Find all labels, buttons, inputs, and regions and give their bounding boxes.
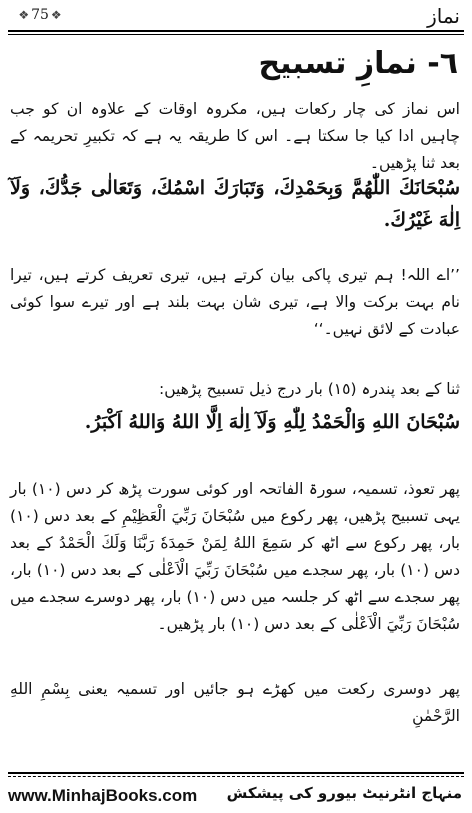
paragraph-second-rakat: پھر دوسری رکعت میں کھڑے ہو جائیں اور تسمیہ یعنی بِسْمِ اللهِ الرَّحْمٰنِ [10,680,460,725]
paragraph-translation: ’’اے اللہ! ہم تیری پاکی بیان کرتے ہیں، تیری تعریف کرتے ہیں، تیرا نام بہت برکت والا ہے، تیری شان بہت بلند ہے اور تیرے سوا کوئی عبادت کے لائق نہیں۔‘‘ [10,266,460,338]
right-ornament-icon: ❖ [50,8,62,22]
paragraph-instruction: ثنا کے بعد پندرہ (١٥) بار درج ذیل تسبیح پڑھیں: [158,380,460,398]
left-ornament-icon: ❖ [18,8,30,22]
arabic-tasbih: سُبْحَانَ اللهِ وَالْحَمْدُ لِلّٰهِ وَلَآ اِلٰهَ اِلَّا اللهُ وَاللهُ اَكْبَرُ. [84,411,460,433]
website-link[interactable]: www.MinhajBooks.com [8,786,198,805]
footer-rule [8,772,464,774]
footer-rule-dashed [8,776,464,777]
header-rule [8,30,464,32]
header-rule-thin [8,34,464,35]
paragraph-intro: اس نماز کی چار رکعات ہیں، مکروہ اوقات کے علاوہ ان کو جب چاہیں ادا کیا جا سکتا ہے۔ اس کا طریقہ یہ ہے کہ تکبیرِ تحریمہ کے بعد ثنا پڑھیں۔ [10,100,460,172]
page-number-box [8,4,72,26]
arabic-thana: سُبْحَانَكَ اللّٰهُمَّ وَبِحَمْدِكَ، وَتَبَارَكَ اسْمُكَ، وَتَعَالٰى جَدُّكَ، وَلَآ اِلٰهَ غَيْرُكَ. [10,177,460,231]
running-head: نماز [427,4,460,28]
section-title: ٦- نمازِ تسبیح [258,46,458,81]
paragraph-method: پھر تعوذ، تسمیہ، سورۃ الفاتحہ اور کوئی سورت پڑھ کر دس (١٠) بار یہی تسبیح پڑھیں، پھر رکوع میں سُبْحَانَ رَبِّيَ الْعَظِيْمِ کے بعد دس (١٠) بار، پھر رکوع سے اٹھ کر سَمِعَ اللهُ لِمَنْ حَمِدَهٗ رَبَّنَا وَلَكَ الْحَمْدُ کے بعد دس (١٠) بار، پھر سجدے میں سُبْحَانَ رَبِّيَ الْاَعْلٰى کے بعد دس (١٠) بار، پھر سجدے سے اٹھ کر جلسہ میں دس (١٠) بار، پھر دوسرے سجدے میں سُبْحَانَ رَبِّيَ الْاَعْلٰى کے بعد دس (١٠) بار پڑھیں۔ [10,480,461,633]
page-number: 75 [31,7,49,23]
presenter-credit: منہاج انٹرنیٹ بیورو کی پیشکش [226,784,462,802]
